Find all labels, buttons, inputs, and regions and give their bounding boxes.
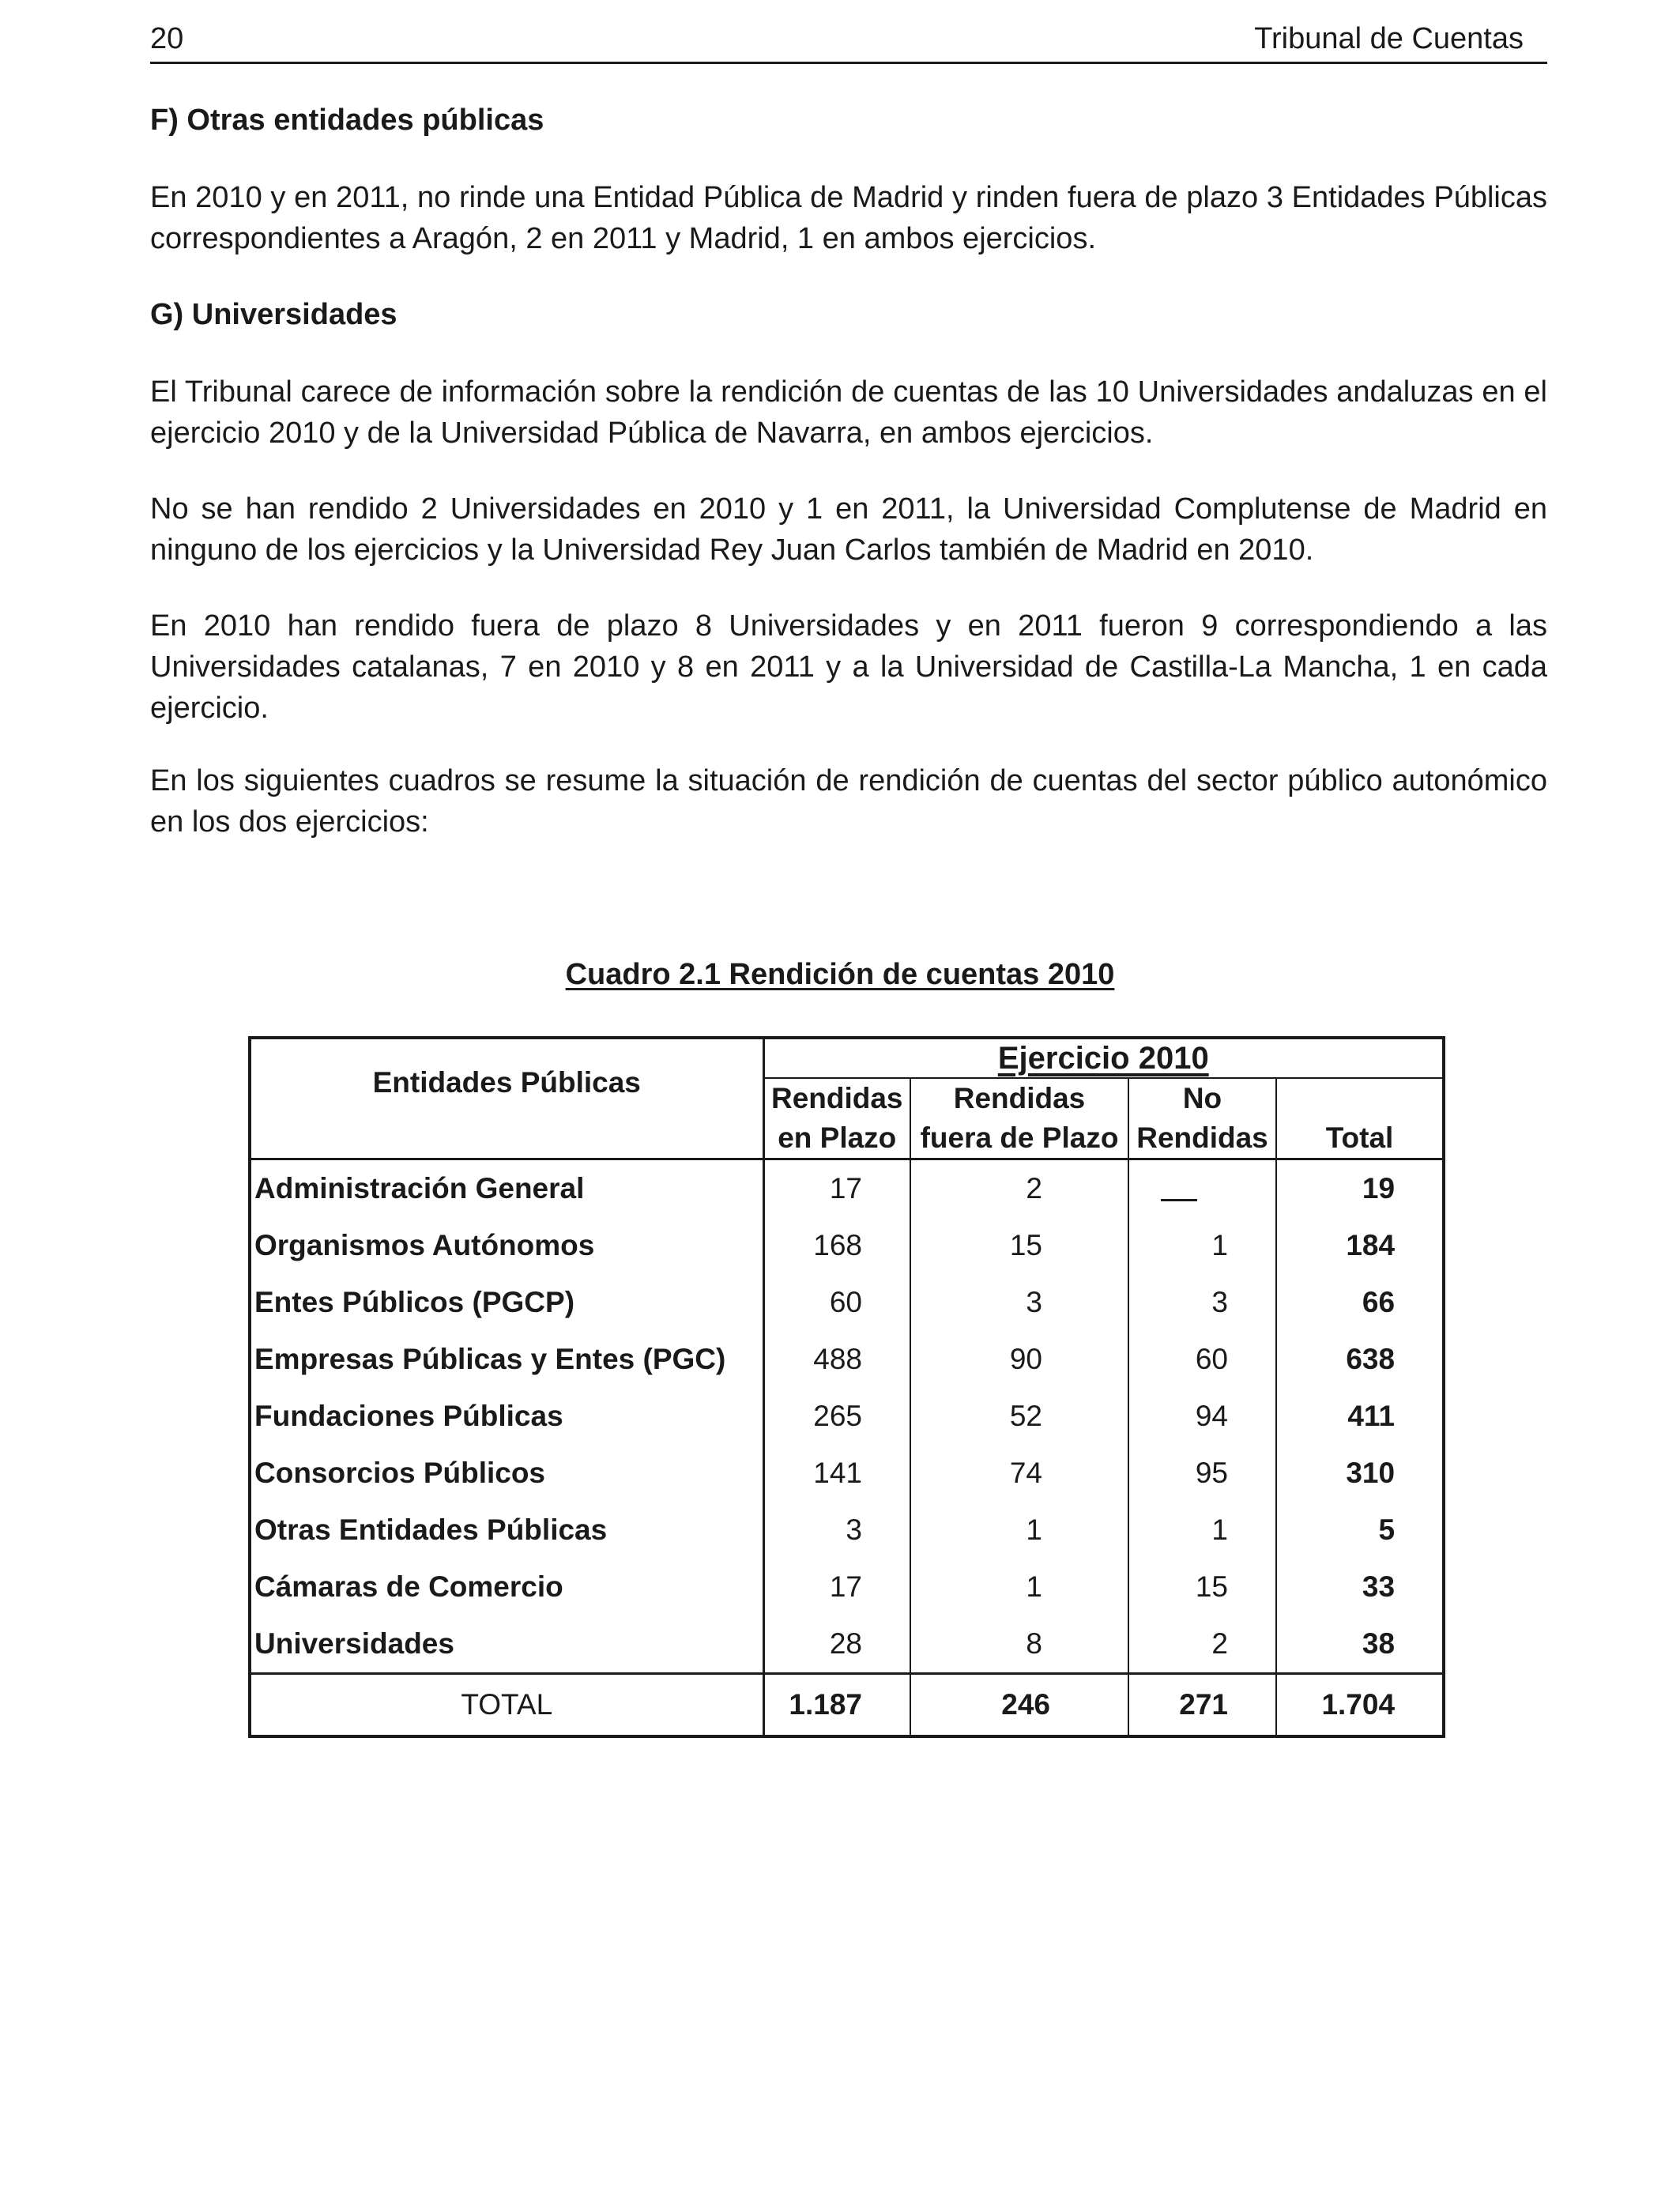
cell-no: 2 [1128, 1615, 1276, 1674]
header-rendidas-fuera-plazo: Rendidas fuera de Plazo [910, 1078, 1128, 1159]
cell-fuera: 3 [910, 1274, 1128, 1331]
cell-fuera: 52 [910, 1388, 1128, 1445]
paragraph-g-1: El Tribunal carece de información sobre la rendición de cuentas de las 10 Universidades andaluzas en el ejercicio 2010 y de la Universidad Pública de Navarra, en ambos ejercicios. [150, 375, 1547, 450]
cell-plazo: 3 [763, 1502, 910, 1559]
cell-no-rendidas-dash [1128, 1159, 1276, 1218]
table-row [250, 1217, 1444, 1274]
row-entity: Consorcios Públicos [250, 1445, 763, 1502]
paragraph-g-3: En 2010 han rendido fuera de plazo 8 Universidades y en 2011 fueron 9 correspondiendo a las Universidades catalanas, 7 en 2010 y 8 en 2011 y a la Universidad de Castilla-La Mancha, 1 en cada ejercicio. [150, 609, 1547, 725]
rendicion-table [248, 1036, 1445, 1738]
total-no: 271 [1128, 1674, 1276, 1737]
cell-fuera: 8 [910, 1615, 1128, 1674]
header-entities: Entidades Públicas [250, 1038, 763, 1159]
row-entity: Entes Públicos (PGCP) [250, 1274, 763, 1331]
page-number: 20 [150, 22, 184, 55]
cell-total: 411 [1276, 1388, 1444, 1445]
row-entity: Fundaciones Públicas [250, 1388, 763, 1445]
cell-plazo: 265 [763, 1388, 910, 1445]
running-title: Tribunal de Cuentas [1254, 22, 1524, 55]
table-row [250, 1502, 1444, 1559]
row-entity: Organismos Autónomos [250, 1217, 763, 1274]
table-row [250, 1388, 1444, 1445]
paragraph-f-1: En 2010 y en 2011, no rinde una Entidad Pública de Madrid y rinden fuera de plazo 3 Entidades Públicas correspondientes a Aragón, 2 en 2011 y Madrid, 1 en ambos ejercicios. [150, 181, 1547, 255]
cell-no: 95 [1128, 1445, 1276, 1502]
cell-fuera: 90 [910, 1331, 1128, 1388]
header-total: Total [1276, 1078, 1444, 1159]
header-exercise: Ejercicio 2010 [763, 1038, 1444, 1078]
cell-fuera: 2 [910, 1159, 1128, 1218]
cell-total: 19 [1276, 1159, 1444, 1218]
table-row [250, 1445, 1444, 1502]
cell-total: 5 [1276, 1502, 1444, 1559]
cell-plazo: 488 [763, 1331, 910, 1388]
row-entity: Cámaras de Comercio [250, 1559, 763, 1615]
table-row [250, 1159, 1444, 1218]
cell-fuera: 1 [910, 1502, 1128, 1559]
cell-plazo: 17 [763, 1159, 910, 1218]
cell-total: 66 [1276, 1274, 1444, 1331]
table-row [250, 1274, 1444, 1331]
cell-fuera: 15 [910, 1217, 1128, 1274]
total-label: TOTAL [250, 1674, 763, 1737]
page-header [150, 19, 1547, 64]
cell-no: 94 [1128, 1388, 1276, 1445]
header-rendidas-en-plazo: Rendidas en Plazo [763, 1078, 910, 1159]
row-entity: Administración General [250, 1159, 763, 1218]
row-entity: Otras Entidades Públicas [250, 1502, 763, 1559]
section-heading-g: G) Universidades [150, 298, 397, 331]
cell-plazo: 141 [763, 1445, 910, 1502]
cell-plazo: 17 [763, 1559, 910, 1615]
paragraph-g-2: No se han rendido 2 Universidades en 2010 y 1 en 2011, la Universidad Complutense de Madrid en ninguno de los ejercicios y la Universidad Rey Juan Carlos también de Madrid en 2010. [150, 492, 1547, 567]
cell-total: 33 [1276, 1559, 1444, 1615]
table-row [250, 1331, 1444, 1388]
row-entity: Empresas Públicas y Entes (PGC) [250, 1331, 763, 1388]
total-fuera: 246 [910, 1674, 1128, 1737]
dash-mark [1161, 1199, 1197, 1201]
total-plazo: 1.187 [763, 1674, 910, 1737]
table-row [250, 1615, 1444, 1674]
cell-no: 60 [1128, 1331, 1276, 1388]
total-total: 1.704 [1276, 1674, 1444, 1737]
cell-no: 1 [1128, 1502, 1276, 1559]
cell-total: 184 [1276, 1217, 1444, 1274]
cell-plazo: 168 [763, 1217, 910, 1274]
cell-no: 1 [1128, 1217, 1276, 1274]
row-entity: Universidades [250, 1615, 763, 1674]
section-heading-f: F) Otras entidades públicas [150, 104, 544, 137]
cell-total: 310 [1276, 1445, 1444, 1502]
cell-plazo: 28 [763, 1615, 910, 1674]
header-no-rendidas: No Rendidas [1128, 1078, 1276, 1159]
cell-total: 638 [1276, 1331, 1444, 1388]
table-caption: Cuadro 2.1 Rendición de cuentas 2010 [565, 958, 1115, 991]
table-row [250, 1559, 1444, 1615]
table-total-row [250, 1674, 1444, 1737]
table-header-row-1 [250, 1038, 1444, 1078]
cell-total: 38 [1276, 1615, 1444, 1674]
cell-no: 15 [1128, 1559, 1276, 1615]
cell-plazo: 60 [763, 1274, 910, 1331]
paragraph-g-4: En los siguientes cuadros se resume la situación de rendición de cuentas del sector público autonómico en los dos ejercicios: [150, 764, 1547, 839]
cell-no: 3 [1128, 1274, 1276, 1331]
cell-fuera: 74 [910, 1445, 1128, 1502]
cell-fuera: 1 [910, 1559, 1128, 1615]
